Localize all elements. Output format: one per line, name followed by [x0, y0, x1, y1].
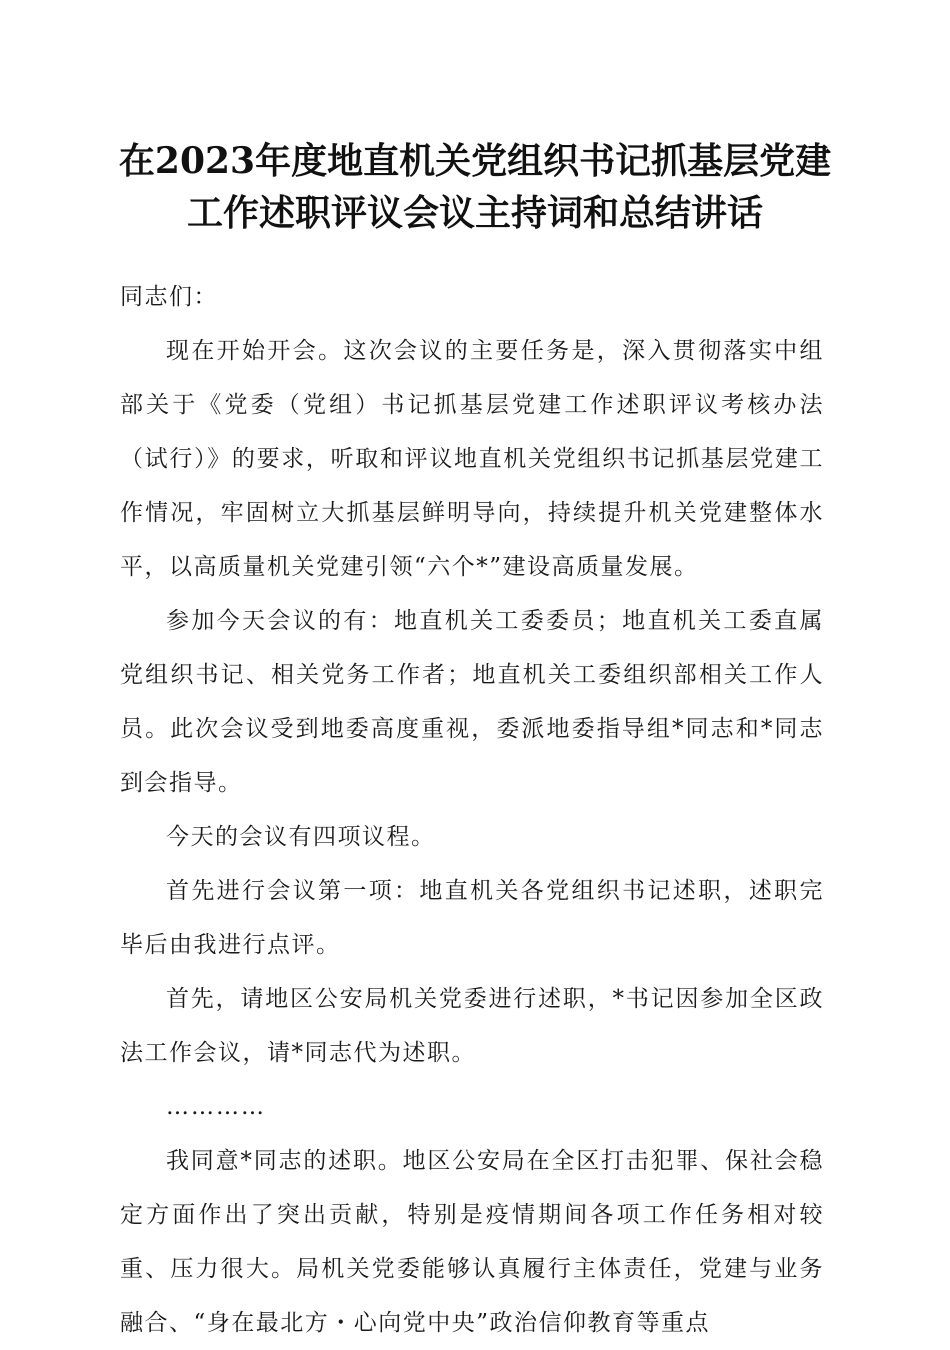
paragraph-first-item: 首先进行会议第一项：地直机关各党组织书记述职，述职完毕后由我进行点评。: [120, 878, 824, 958]
title-line-1: 在2023年度地直机关党组织书记抓基层党建: [118, 140, 832, 182]
paragraph-opening: 现在开始开会。这次会议的主要任务是，深入贯彻落实中组部关于《党委（党组）书记抓基层党建工作述职评议考核办法（试行）》的要求，听取和评议地直机关党组织书记抓基层党建工作情况，牢固树立大抓基层鲜明导向，持续提升机关党建整体水平，以高质量机关党建引领“六个*”建设高质量发展。: [120, 338, 824, 580]
ellipsis: …………: [166, 1094, 266, 1120]
paragraph-first-speaker: 首先，请地区公安局机关党委进行述职，*书记因参加全区政法工作会议，请*同志代为述职。: [120, 986, 824, 1066]
paragraph-attendees: 参加今天会议的有：地直机关工委委员；地直机关工委直属党组织书记、相关党务工作者；地直机关工委组织部相关工作人员。此次会议受到地委高度重视，委派地委指导组*同志和*同志到会指导。: [120, 608, 824, 796]
document-title: [90, 135, 860, 239]
document-body: [120, 270, 824, 1350]
paragraph-comment: 我同意*同志的述职。地区公安局在全区打击犯罪、保社会稳定方面作出了突出贡献，特别是疫情期间各项工作任务相对较重、压力很大。局机关党委能够认真履行主体责任，党建与业务融合、“身在最北方・心向党中央”政治信仰教育等重点: [120, 1148, 824, 1336]
salutation: 同志们：: [120, 284, 218, 310]
title-line-2: 工作述职评议会议主持词和总结讲话: [186, 192, 763, 234]
paragraph-agenda: 今天的会议有四项议程。: [166, 824, 436, 850]
